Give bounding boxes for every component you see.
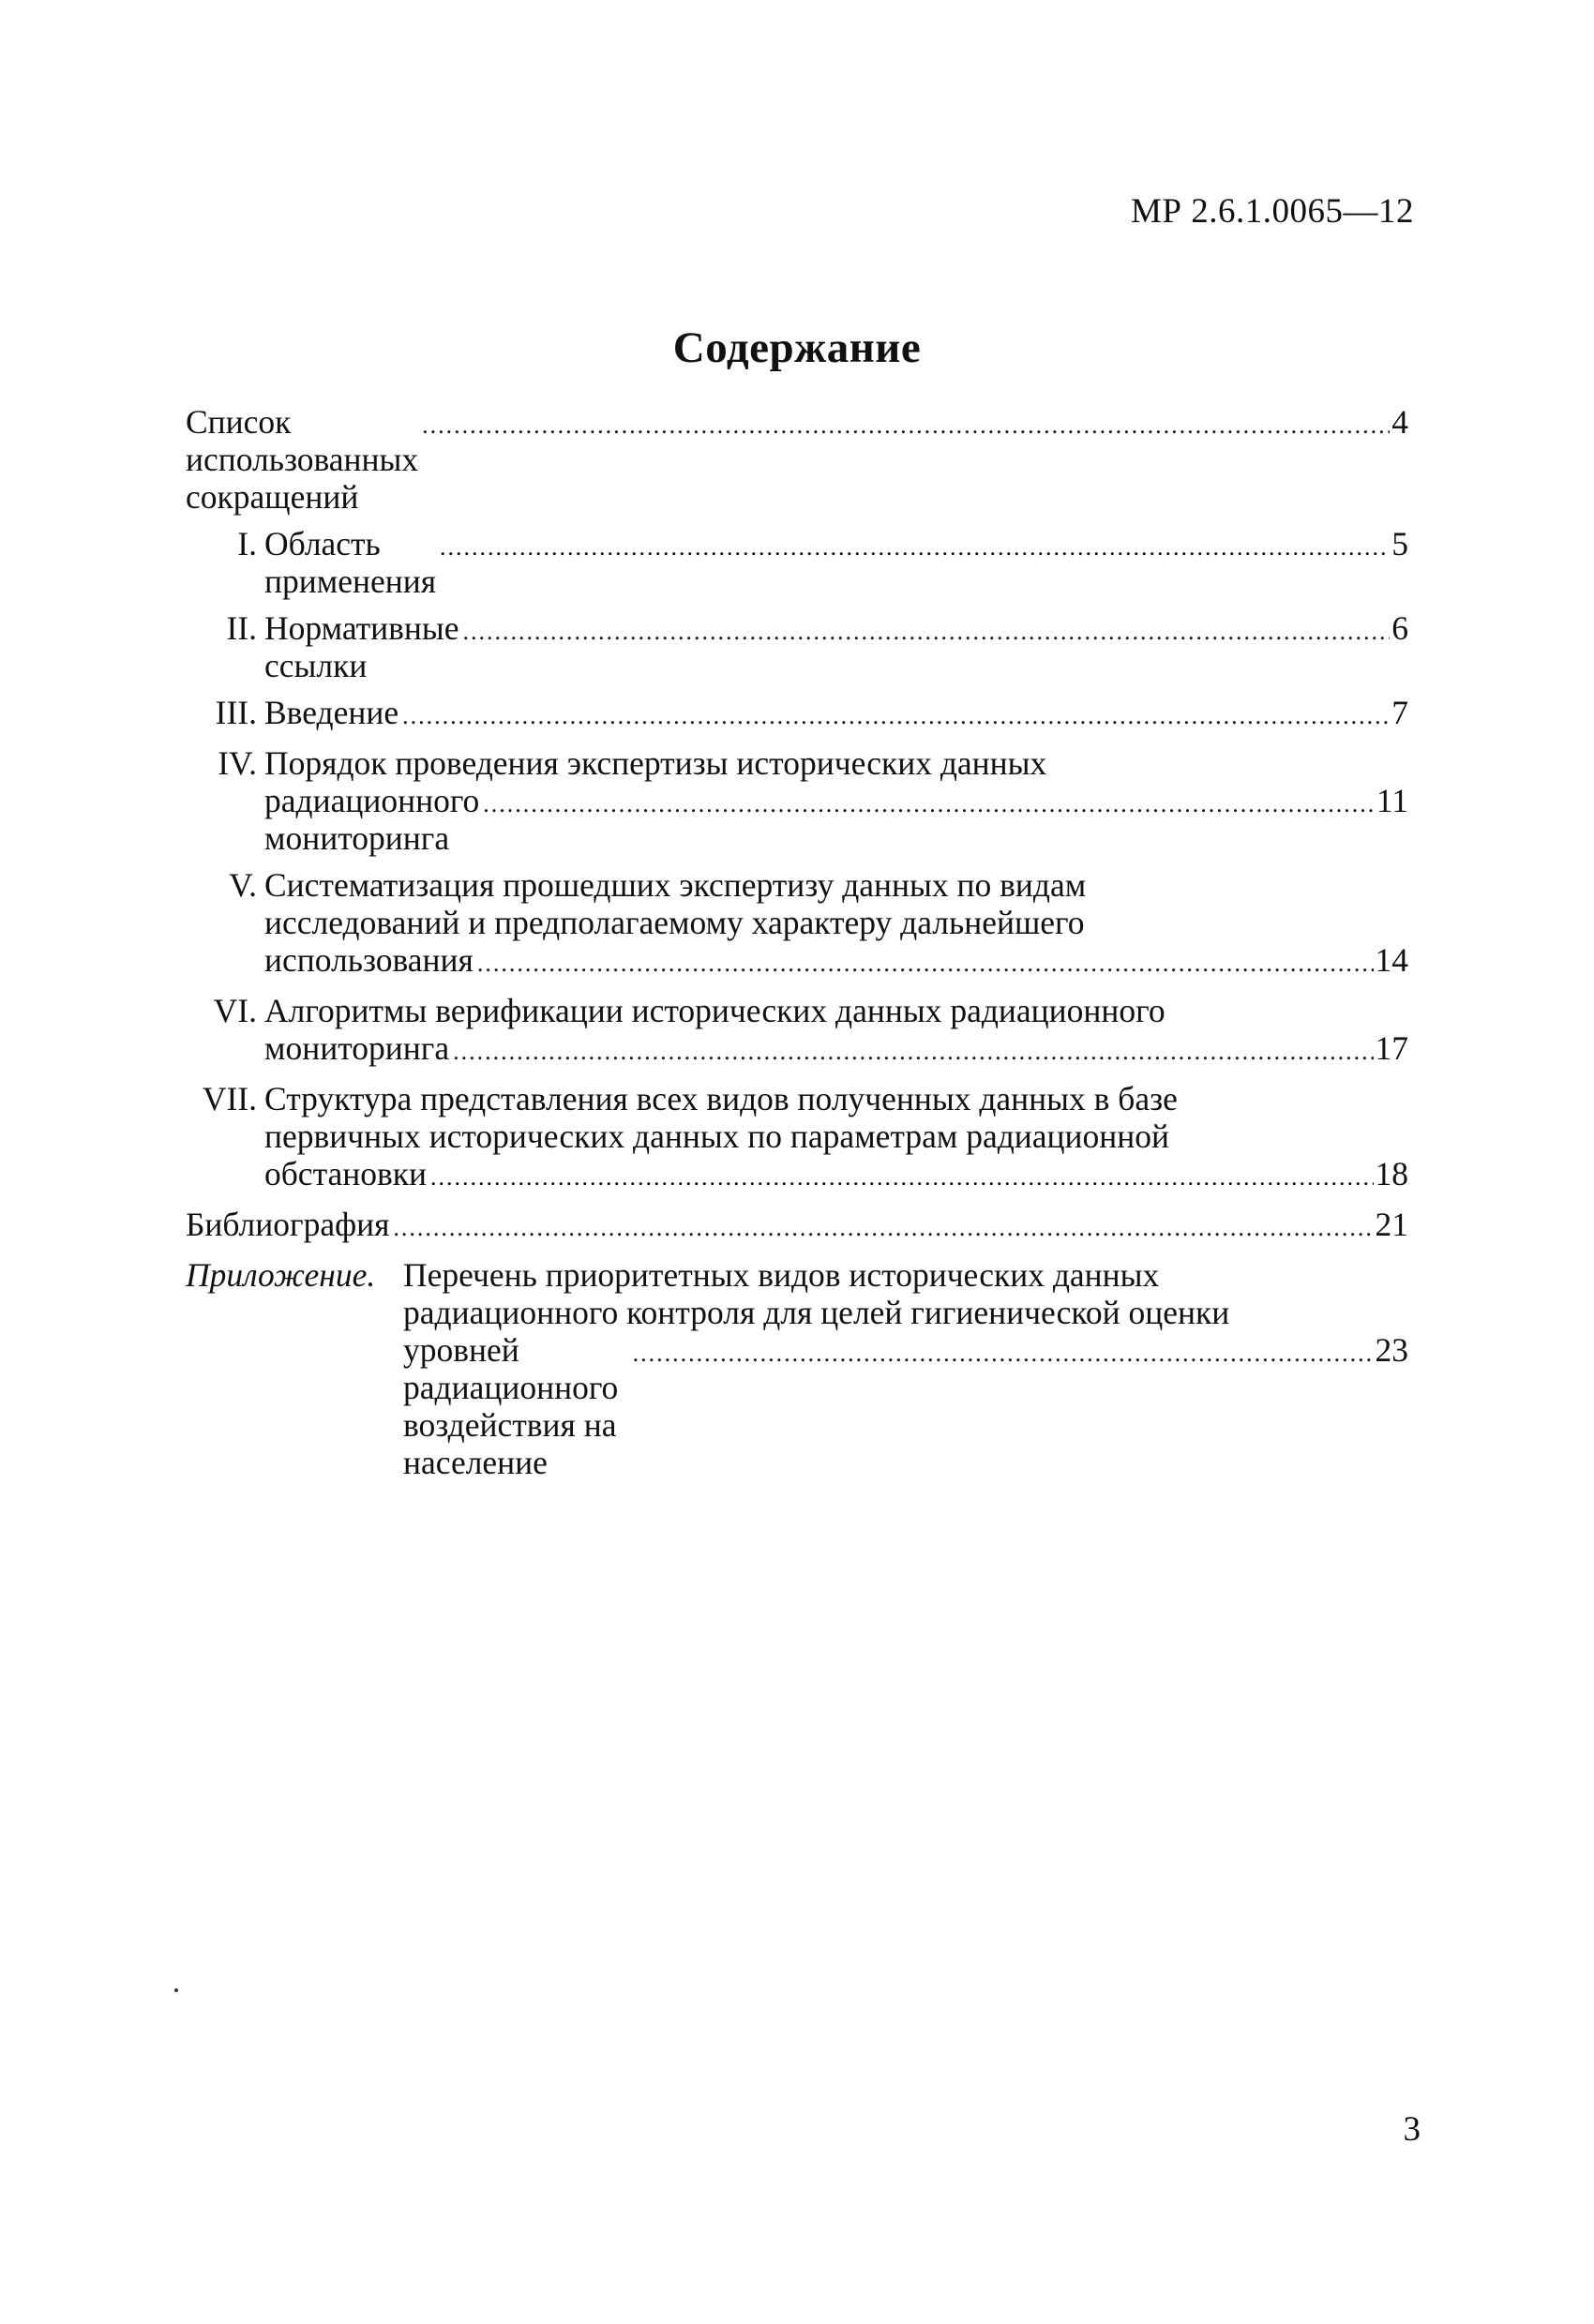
toc-entry-title-line: Структура представления всех видов полученных данных в базе bbox=[264, 1080, 1178, 1117]
dot-leader bbox=[633, 1335, 1374, 1372]
dot-leader bbox=[430, 1159, 1373, 1196]
toc-entry-title-line: радиационного контроля для целей гигиенической оценки bbox=[403, 1294, 1230, 1331]
page-title: Содержание bbox=[672, 323, 922, 372]
toc-page-number: 11 bbox=[1376, 782, 1408, 819]
dot-leader bbox=[483, 786, 1375, 823]
page-number: 3 bbox=[1403, 2110, 1421, 2149]
toc-page-number: 7 bbox=[1391, 694, 1408, 731]
dot-leader bbox=[440, 529, 1390, 566]
section-number: II. bbox=[226, 609, 257, 647]
dot-leader bbox=[463, 613, 1391, 651]
section-number: V. bbox=[229, 866, 257, 904]
toc-entry-title: Нормативные ссылки bbox=[264, 609, 459, 684]
toc-entry-section-6 bbox=[186, 992, 1408, 1071]
scan-speck bbox=[174, 1988, 178, 1992]
toc-entry-appendix bbox=[186, 1256, 1408, 1481]
section-number: VII. bbox=[202, 1080, 257, 1117]
toc-entry-title-last-line: мониторинга bbox=[264, 1029, 450, 1067]
toc-entry-title-line: Систематизация прошедших экспертизу данных по видам bbox=[264, 866, 1087, 904]
toc-entry-title-line: Перечень приоритетных видов исторических данных bbox=[403, 1256, 1160, 1294]
toc-page-number: 6 bbox=[1391, 609, 1408, 647]
toc-page-number: 14 bbox=[1375, 941, 1408, 979]
toc-entry-section-4 bbox=[186, 744, 1408, 857]
toc-entry-title-line: Порядок проведения экспертизы исторических данных bbox=[264, 744, 1047, 782]
table-of-contents bbox=[186, 403, 1408, 1491]
toc-entry-section-7 bbox=[186, 1080, 1408, 1196]
toc-page-number: 23 bbox=[1375, 1331, 1408, 1369]
toc-entry-title: Библиография bbox=[186, 1206, 390, 1243]
toc-entry-title: Список использованных сокращений bbox=[186, 403, 419, 516]
section-number: III. bbox=[215, 694, 257, 731]
section-number: I. bbox=[237, 525, 257, 562]
toc-entry-section-5 bbox=[186, 866, 1408, 982]
toc-entry-title-last-line: уровней радиационного воздействия на население bbox=[403, 1331, 619, 1481]
section-number: VI. bbox=[213, 992, 257, 1029]
toc-entry-bibliography bbox=[186, 1206, 1408, 1247]
dot-leader bbox=[453, 1033, 1373, 1071]
section-number: IV. bbox=[218, 744, 257, 782]
toc-page-number: 21 bbox=[1375, 1206, 1408, 1243]
appendix-prefix: Приложение. bbox=[186, 1256, 376, 1294]
toc-entry-section-1 bbox=[186, 525, 1408, 600]
toc-entry-title: Введение bbox=[264, 694, 399, 731]
dot-leader bbox=[393, 1209, 1373, 1247]
toc-entry-section-3 bbox=[186, 694, 1408, 735]
toc-entry-title-line: исследований и предполагаемому характеру дальнейшего bbox=[264, 904, 1085, 941]
toc-page-number: 5 bbox=[1391, 525, 1408, 562]
toc-entry-abbreviations bbox=[186, 403, 1408, 516]
toc-entry-title: Область применения bbox=[264, 525, 437, 600]
toc-entry-title-line: первичных исторических данных по параметрам радиационной bbox=[264, 1117, 1170, 1155]
toc-page-number: 4 bbox=[1391, 403, 1408, 441]
toc-entry-title-line: Алгоритмы верификации исторических данных радиационного bbox=[264, 992, 1165, 1029]
dot-leader bbox=[422, 407, 1390, 444]
toc-entry-section-2 bbox=[186, 609, 1408, 684]
document-code: МР 2.6.1.0065—12 bbox=[1131, 192, 1414, 231]
toc-entry-title-last-line: радиационного мониторинга bbox=[264, 782, 480, 857]
toc-page-number: 17 bbox=[1375, 1029, 1408, 1067]
toc-page-number: 18 bbox=[1375, 1155, 1408, 1192]
toc-entry-title-last-line: использования bbox=[264, 941, 474, 979]
dot-leader bbox=[477, 945, 1374, 982]
toc-entry-title-last-line: обстановки bbox=[264, 1155, 428, 1192]
dot-leader bbox=[402, 697, 1390, 735]
